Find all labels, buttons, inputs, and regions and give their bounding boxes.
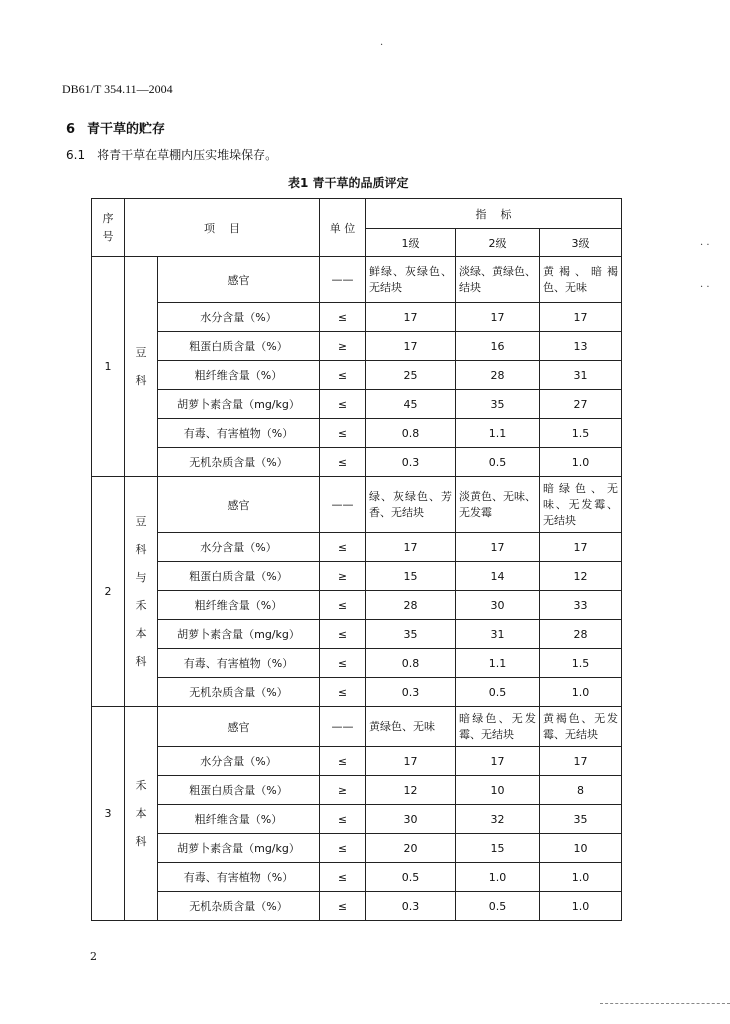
- metric-grade-2: 17: [456, 533, 540, 562]
- section-title: 青干草的贮存: [87, 122, 166, 137]
- metric-item: 有毒、有害植物（%）: [158, 863, 320, 892]
- table-row-sensory: [92, 477, 622, 533]
- table-row-sensory: [92, 707, 622, 747]
- metric-item: 粗纤维含量（%）: [158, 591, 320, 620]
- table-row: [92, 303, 622, 332]
- header-unit: 单 位: [320, 199, 366, 257]
- metric-grade-1: 0.8: [366, 649, 456, 678]
- metric-item: 无机杂质含量（%）: [158, 448, 320, 477]
- metric-grade-2: 1.1: [456, 649, 540, 678]
- metric-grade-1: 17: [366, 533, 456, 562]
- header-grade-1: 1级: [366, 229, 456, 257]
- metric-item: 有毒、有害植物（%）: [158, 419, 320, 448]
- metric-grade-3: 1.5: [540, 649, 622, 678]
- metric-item: 粗蛋白质含量（%）: [158, 332, 320, 361]
- group-category: 豆科与禾本科: [125, 477, 158, 707]
- group-seq: 2: [92, 477, 125, 707]
- metric-grade-2: 1.1: [456, 419, 540, 448]
- metric-grade-2: 1.0: [456, 863, 540, 892]
- table-row: [92, 805, 622, 834]
- metric-grade-1: 0.3: [366, 892, 456, 921]
- metric-grade-2: 17: [456, 303, 540, 332]
- metric-grade-2: 15: [456, 834, 540, 863]
- metric-unit: ≤: [320, 649, 366, 678]
- table-row: [92, 361, 622, 390]
- table-row: [92, 448, 622, 477]
- group-seq: 1: [92, 257, 125, 477]
- metric-unit: ≥: [320, 776, 366, 805]
- metric-grade-3: 8: [540, 776, 622, 805]
- group-category: 豆科: [125, 257, 158, 477]
- metric-grade-3: 35: [540, 805, 622, 834]
- table-row: [92, 863, 622, 892]
- metric-grade-3: 33: [540, 591, 622, 620]
- metric-grade-1: 17: [366, 332, 456, 361]
- metric-grade-3: 17: [540, 303, 622, 332]
- metric-grade-1: 28: [366, 591, 456, 620]
- table-row: [92, 620, 622, 649]
- sensory-unit: ——: [320, 257, 366, 303]
- scan-speck: ·: [380, 40, 384, 51]
- metric-item: 无机杂质含量（%）: [158, 678, 320, 707]
- metric-grade-1: 0.5: [366, 863, 456, 892]
- metric-grade-1: 0.8: [366, 419, 456, 448]
- sensory-label: 感官: [158, 477, 320, 533]
- metric-unit: ≤: [320, 591, 366, 620]
- metric-unit: ≥: [320, 562, 366, 591]
- metric-grade-1: 30: [366, 805, 456, 834]
- metric-grade-3: 17: [540, 533, 622, 562]
- metric-grade-1: 0.3: [366, 448, 456, 477]
- metric-grade-1: 35: [366, 620, 456, 649]
- metric-grade-2: 0.5: [456, 448, 540, 477]
- metric-unit: ≤: [320, 747, 366, 776]
- metric-item: 水分含量（%）: [158, 303, 320, 332]
- metric-unit: ≤: [320, 863, 366, 892]
- sensory-unit: ——: [320, 707, 366, 747]
- metric-grade-3: 28: [540, 620, 622, 649]
- group-seq: 3: [92, 707, 125, 921]
- metric-item: 无机杂质含量（%）: [158, 892, 320, 921]
- metric-grade-2: 10: [456, 776, 540, 805]
- clause-6-1: [66, 146, 277, 163]
- metric-unit: ≥: [320, 332, 366, 361]
- table-row: [92, 649, 622, 678]
- metric-grade-2: 32: [456, 805, 540, 834]
- metric-item: 胡萝卜素含量（mg/kg）: [158, 390, 320, 419]
- metric-item: 水分含量（%）: [158, 747, 320, 776]
- quality-table: [91, 198, 622, 921]
- sensory-label: 感官: [158, 257, 320, 303]
- metric-item: 粗蛋白质含量（%）: [158, 776, 320, 805]
- metric-grade-2: 0.5: [456, 678, 540, 707]
- metric-grade-2: 16: [456, 332, 540, 361]
- table-row: [92, 747, 622, 776]
- table-row-sensory: [92, 257, 622, 303]
- table-row: [92, 419, 622, 448]
- sensory-grade-3: 暗绿色、无味、无发霉、无结块: [540, 477, 622, 533]
- table-row: [92, 533, 622, 562]
- metric-item: 水分含量（%）: [158, 533, 320, 562]
- metric-unit: ≤: [320, 448, 366, 477]
- table-row: [92, 776, 622, 805]
- metric-grade-2: 0.5: [456, 892, 540, 921]
- sensory-grade-2: 淡绿、黄绿色、结块: [456, 257, 540, 303]
- metric-grade-2: 28: [456, 361, 540, 390]
- metric-item: 有毒、有害植物（%）: [158, 649, 320, 678]
- metric-item: 胡萝卜素含量（mg/kg）: [158, 834, 320, 863]
- header-grade-2: 2级: [456, 229, 540, 257]
- metric-grade-2: 17: [456, 747, 540, 776]
- metric-grade-1: 0.3: [366, 678, 456, 707]
- metric-grade-1: 17: [366, 747, 456, 776]
- metric-item: 粗纤维含量（%）: [158, 805, 320, 834]
- metric-unit: ≤: [320, 390, 366, 419]
- table-row: [92, 591, 622, 620]
- section-heading: [66, 118, 177, 137]
- metric-grade-3: 1.0: [540, 678, 622, 707]
- header-indicator: 指 标: [366, 199, 622, 229]
- metric-unit: ≤: [320, 805, 366, 834]
- metric-item: 粗蛋白质含量（%）: [158, 562, 320, 591]
- metric-grade-3: 1.0: [540, 863, 622, 892]
- metric-unit: ≤: [320, 620, 366, 649]
- metric-grade-3: 1.5: [540, 419, 622, 448]
- metric-grade-3: 13: [540, 332, 622, 361]
- metric-grade-2: 14: [456, 562, 540, 591]
- sensory-grade-1: 绿、灰绿色、芳香、无结块: [366, 477, 456, 533]
- sensory-grade-3: 黄褐、暗褐色、无味: [540, 257, 622, 303]
- metric-grade-1: 17: [366, 303, 456, 332]
- metric-unit: ≤: [320, 303, 366, 332]
- sensory-grade-1: 黄绿色、无味: [366, 707, 456, 747]
- metric-grade-2: 35: [456, 390, 540, 419]
- header-grade-3: 3级: [540, 229, 622, 257]
- section-number: 6: [66, 122, 76, 137]
- sensory-grade-2: 暗绿色、无发霉、无结块: [456, 707, 540, 747]
- page-number: 2: [90, 950, 97, 963]
- table-row: [92, 892, 622, 921]
- group-category: 禾本科: [125, 707, 158, 921]
- table-row: [92, 678, 622, 707]
- table-title: 表1 青干草的品质评定: [288, 176, 409, 190]
- sensory-unit: ——: [320, 477, 366, 533]
- metric-unit: ≤: [320, 834, 366, 863]
- table-row: [92, 834, 622, 863]
- metric-grade-1: 15: [366, 562, 456, 591]
- metric-grade-3: 31: [540, 361, 622, 390]
- metric-grade-3: 1.0: [540, 448, 622, 477]
- metric-unit: ≤: [320, 533, 366, 562]
- metric-grade-1: 25: [366, 361, 456, 390]
- header-seq: 序号: [92, 199, 125, 257]
- metric-grade-3: 10: [540, 834, 622, 863]
- metric-grade-3: 12: [540, 562, 622, 591]
- metric-item: 粗纤维含量（%）: [158, 361, 320, 390]
- sensory-grade-2: 淡黄色、无味、无发霉: [456, 477, 540, 533]
- scan-speck: · ·: [700, 282, 710, 293]
- metric-unit: ≤: [320, 419, 366, 448]
- sensory-grade-3: 黄褐色、无发霉、无结块: [540, 707, 622, 747]
- table-header-row: [92, 199, 622, 229]
- header-item: 项 目: [125, 199, 320, 257]
- sensory-label: 感官: [158, 707, 320, 747]
- metric-grade-1: 12: [366, 776, 456, 805]
- table-row: [92, 390, 622, 419]
- metric-grade-1: 45: [366, 390, 456, 419]
- metric-grade-2: 30: [456, 591, 540, 620]
- metric-grade-2: 31: [456, 620, 540, 649]
- metric-grade-3: 1.0: [540, 892, 622, 921]
- metric-grade-3: 17: [540, 747, 622, 776]
- table-row: [92, 562, 622, 591]
- metric-item: 胡萝卜素含量（mg/kg）: [158, 620, 320, 649]
- metric-grade-1: 20: [366, 834, 456, 863]
- clause-number: 6.1: [66, 148, 86, 162]
- footer-rule: [600, 1003, 730, 1004]
- metric-unit: ≤: [320, 678, 366, 707]
- metric-grade-3: 27: [540, 390, 622, 419]
- table-row: [92, 332, 622, 361]
- clause-text: 将青干草在草棚内压实堆垛保存。: [97, 148, 278, 162]
- sensory-grade-1: 鲜绿、灰绿色、无结块: [366, 257, 456, 303]
- metric-unit: ≤: [320, 361, 366, 390]
- metric-unit: ≤: [320, 892, 366, 921]
- scan-speck: · ·: [700, 240, 710, 251]
- standard-code: DB61/T 354.11—2004: [62, 82, 173, 96]
